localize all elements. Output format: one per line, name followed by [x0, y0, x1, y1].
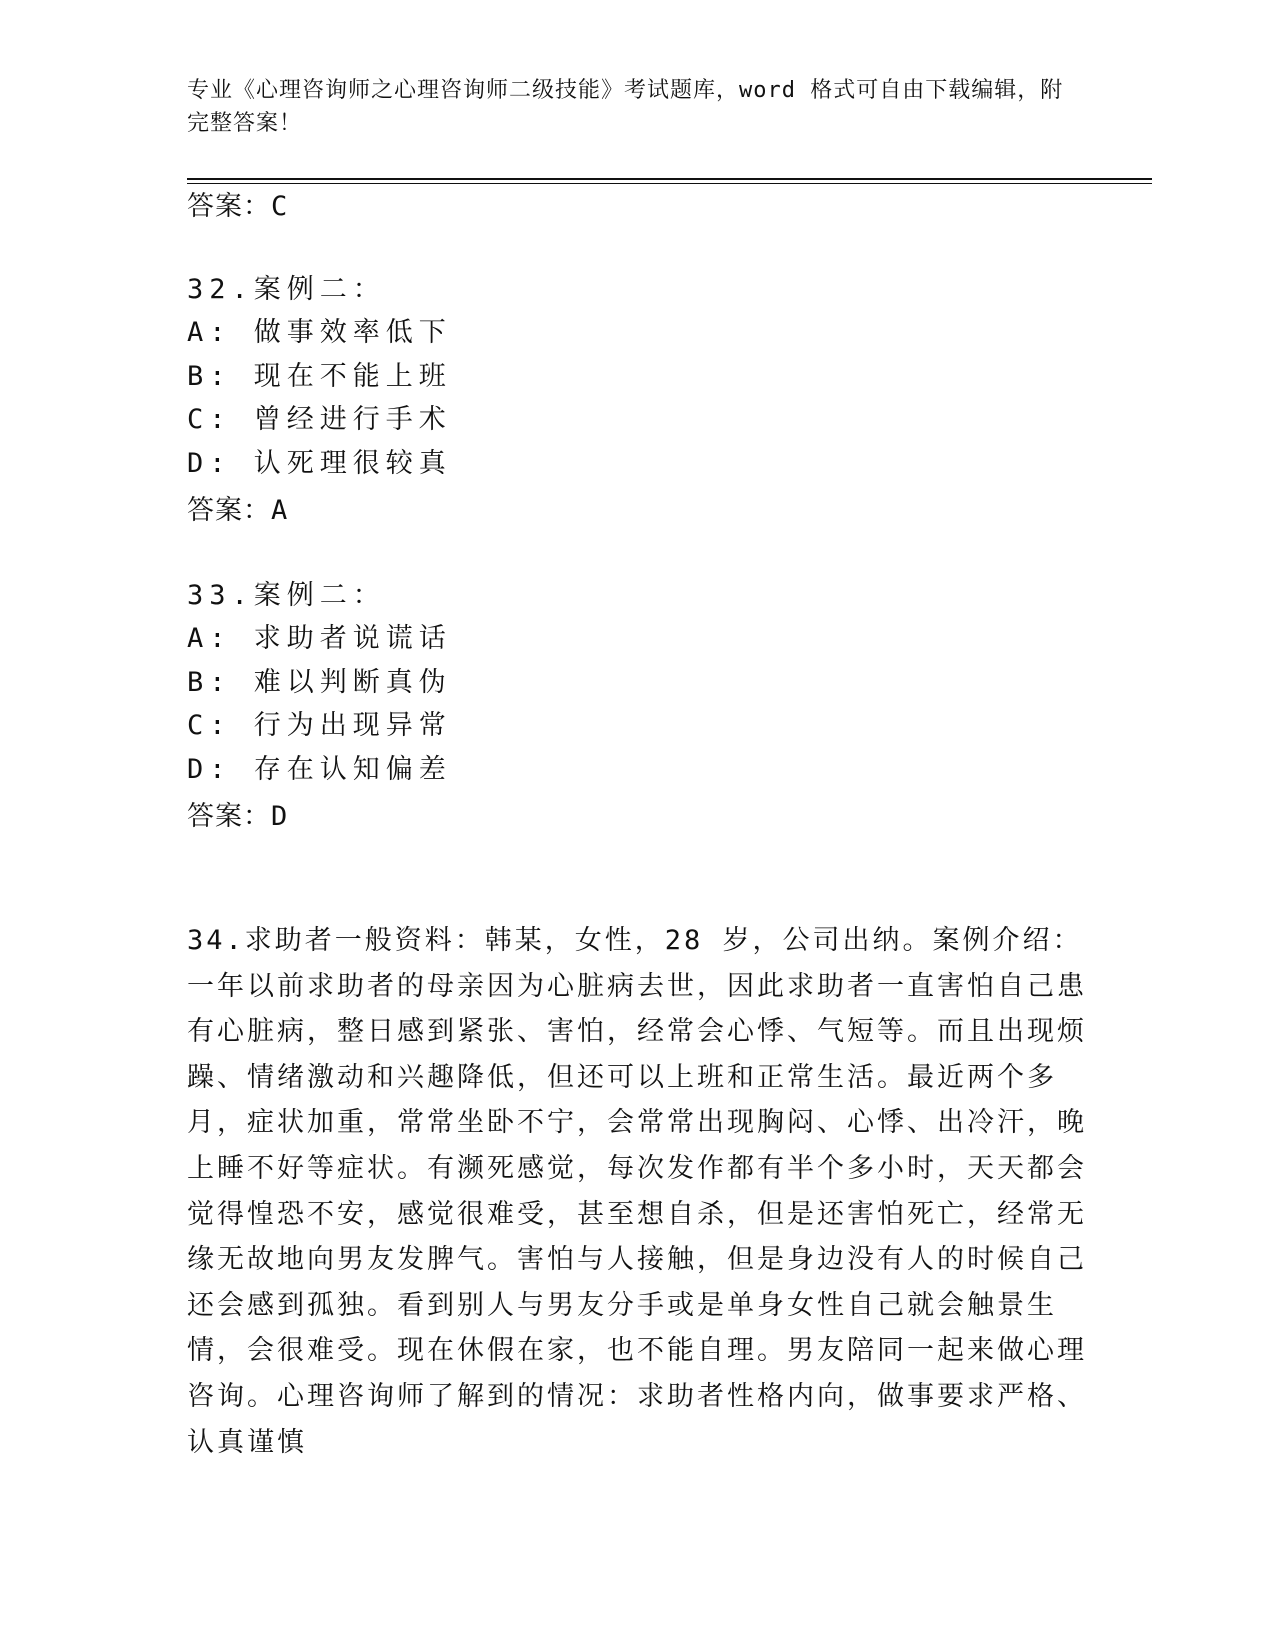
document-header: 专业《心理咨询师之心理咨询师二级技能》考试题库，word 格式可自由下载编辑，附完整答案！: [187, 78, 1064, 136]
question-32-option-a: A: 做事效率低下: [187, 317, 452, 348]
answer-value: C: [271, 191, 289, 222]
answer-value: D: [271, 801, 289, 832]
question-33-option-d: D: 存在认知偏差: [187, 754, 452, 785]
question-33-option-c: C: 行为出现异常: [187, 710, 452, 741]
answer-label: 答案：: [187, 495, 271, 526]
answer-33: [187, 800, 288, 834]
question-32-title: 32.案例二：: [187, 274, 386, 305]
question-32-option-d: D: 认死理很较真: [187, 448, 452, 479]
header-rule-bottom: [187, 183, 1152, 184]
question-33-option-b: B: 难以判断真伪: [187, 667, 452, 698]
question-32-option-c: C: 曾经进行手术: [187, 404, 452, 435]
header-rule-top: [187, 178, 1152, 180]
answer-31: [187, 190, 288, 224]
question-34-text: 34.求助者一般资料：韩某，女性，28 岁，公司出纳。案例介绍：一年以前求助者的母亲因为心脏病去世，因此求助者一直害怕自己患有心脏病，整日感到紧张、害怕，经常会心悸、气短等。而且出现烦躁、情绪激动和兴趣降低，但还可以上班和正常生活。最近两个多月，症状加重，常常坐卧不宁，会常常出现胸闷、心悸、出冷汗，晚上睡不好等症状。有濒死感觉，每次发作都有半个多小时，天天都会觉得惶恐不安，感觉很难受，甚至想自杀，但是还害怕死亡，经常无缘无故地向男友发脾气。害怕与人接触，但是身边没有人的时候自己还会感到孤独。看到别人与男友分手或是单身女性自己就会触景生情，会很难受。现在休假在家，也不能自理。男友陪同一起来做心理咨询。心理咨询师了解到的情况：求助者性格内向，做事要求严格、认真谨慎: [187, 925, 1087, 1458]
answer-label: 答案：: [187, 191, 271, 222]
question-33-title: 33.案例二：: [187, 580, 386, 611]
question-33-option-a: A: 求助者说谎话: [187, 623, 452, 654]
answer-32: [187, 494, 288, 528]
question-32-option-b: B: 现在不能上班: [187, 361, 452, 392]
answer-value: A: [271, 495, 289, 526]
answer-label: 答案：: [187, 801, 271, 832]
